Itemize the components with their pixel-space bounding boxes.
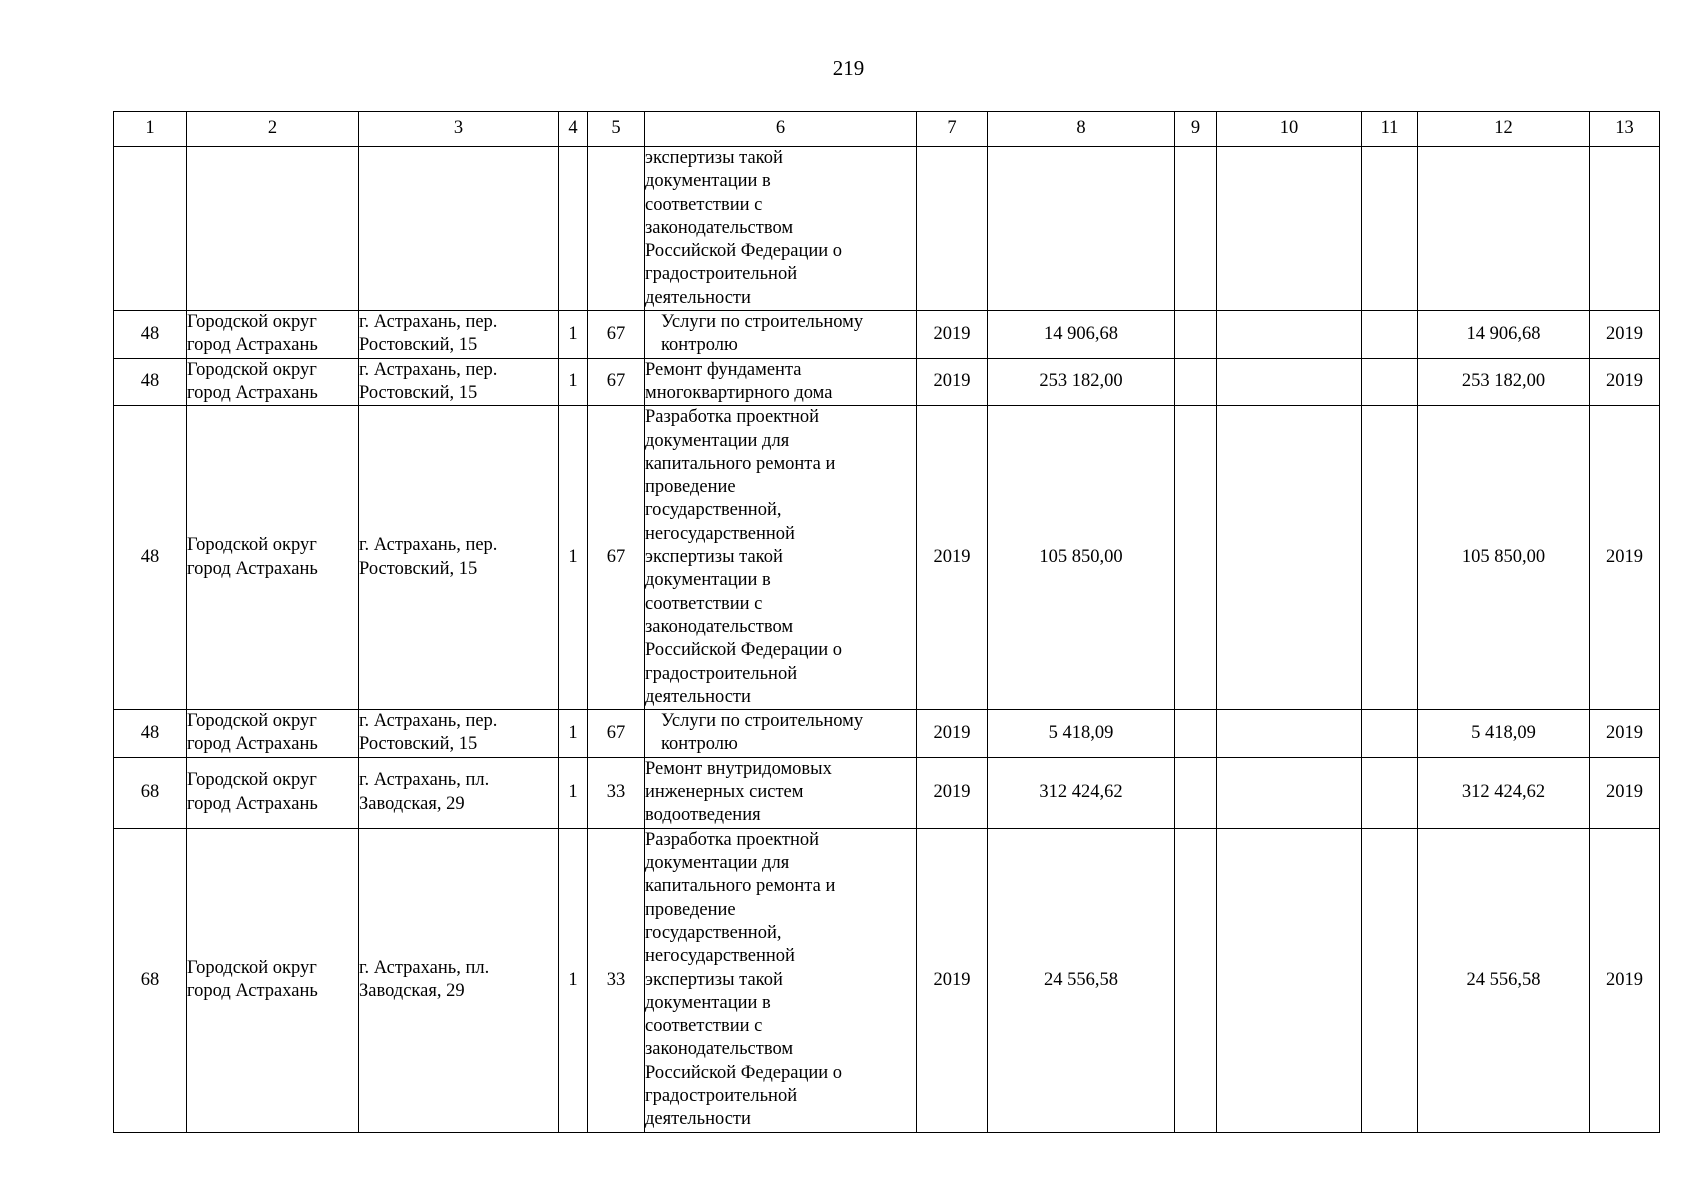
table-body (114, 147, 1660, 1133)
col5-cell (588, 147, 645, 311)
year-cell: 2019 (917, 311, 988, 359)
column-header: 6 (645, 112, 917, 147)
amount-cell (988, 147, 1175, 311)
col9-cell (1175, 311, 1217, 359)
amount-total-cell (1418, 147, 1590, 311)
work-type-cell: Разработка проектной документации для капитального ремонта и проведение государственной, негосударственной экспертизы такой документации в соответствии с законодательством Российской Федерации о градостроительной деятельности (645, 828, 917, 1132)
col10-cell (1217, 710, 1362, 758)
col4-cell (559, 147, 588, 311)
year-cell: 2019 (917, 406, 988, 710)
year-cell (917, 147, 988, 311)
col11-cell (1362, 147, 1418, 311)
column-header: 1 (114, 112, 187, 147)
work-type-cell: Услуги по строительному контролю (645, 311, 917, 359)
table-row (114, 828, 1660, 1132)
col10-cell (1217, 757, 1362, 828)
row-number-cell (114, 147, 187, 311)
col11-cell (1362, 757, 1418, 828)
address-cell (359, 147, 559, 311)
amount-cell: 24 556,58 (988, 828, 1175, 1132)
municipality-cell: Городской округ город Астрахань (187, 406, 359, 710)
header-row (114, 112, 1660, 147)
col5-cell: 67 (588, 311, 645, 359)
column-header: 12 (1418, 112, 1590, 147)
amount-cell: 312 424,62 (988, 757, 1175, 828)
col10-cell (1217, 828, 1362, 1132)
col4-cell: 1 (559, 406, 588, 710)
municipality-cell: Городской округ город Астрахань (187, 757, 359, 828)
table-row (114, 406, 1660, 710)
col4-cell: 1 (559, 757, 588, 828)
address-cell: г. Астрахань, пер. Ростовский, 15 (359, 358, 559, 406)
column-header: 5 (588, 112, 645, 147)
col11-cell (1362, 710, 1418, 758)
col5-cell: 67 (588, 710, 645, 758)
work-type-cell: экспертизы такой документации в соответствии с законодательством Российской Федерации о градостроительной деятельности (645, 147, 917, 311)
col5-cell: 67 (588, 406, 645, 710)
col11-cell (1362, 311, 1418, 359)
amount-cell: 253 182,00 (988, 358, 1175, 406)
column-header: 10 (1217, 112, 1362, 147)
completion-year-cell: 2019 (1590, 757, 1660, 828)
col5-cell: 67 (588, 358, 645, 406)
page-number: 219 (832, 56, 865, 80)
col9-cell (1175, 358, 1217, 406)
col5-cell: 33 (588, 757, 645, 828)
col10-cell (1217, 311, 1362, 359)
column-header: 4 (559, 112, 588, 147)
column-header: 2 (187, 112, 359, 147)
address-cell: г. Астрахань, пер. Ростовский, 15 (359, 311, 559, 359)
table-row (114, 311, 1660, 359)
table-row (114, 710, 1660, 758)
col9-cell (1175, 406, 1217, 710)
address-cell: г. Астрахань, пер. Ростовский, 15 (359, 710, 559, 758)
amount-total-cell: 253 182,00 (1418, 358, 1590, 406)
column-header: 3 (359, 112, 559, 147)
column-header: 7 (917, 112, 988, 147)
column-header: 8 (988, 112, 1175, 147)
register-table (113, 111, 1660, 1133)
col9-cell (1175, 710, 1217, 758)
col9-cell (1175, 147, 1217, 311)
amount-total-cell: 24 556,58 (1418, 828, 1590, 1132)
amount-total-cell: 312 424,62 (1418, 757, 1590, 828)
row-number-cell: 48 (114, 406, 187, 710)
address-cell: г. Астрахань, пл. Заводская, 29 (359, 828, 559, 1132)
col9-cell (1175, 828, 1217, 1132)
municipality-cell (187, 147, 359, 311)
col4-cell: 1 (559, 358, 588, 406)
row-number-cell: 68 (114, 828, 187, 1132)
table-row (114, 147, 1660, 311)
col4-cell: 1 (559, 710, 588, 758)
col4-cell: 1 (559, 311, 588, 359)
col10-cell (1217, 406, 1362, 710)
col10-cell (1217, 147, 1362, 311)
completion-year-cell: 2019 (1590, 710, 1660, 758)
amount-total-cell: 14 906,68 (1418, 311, 1590, 359)
row-number-cell: 48 (114, 710, 187, 758)
table-row (114, 757, 1660, 828)
municipality-cell: Городской округ город Астрахань (187, 710, 359, 758)
amount-cell: 105 850,00 (988, 406, 1175, 710)
row-number-cell: 48 (114, 358, 187, 406)
amount-cell: 5 418,09 (988, 710, 1175, 758)
col11-cell (1362, 828, 1418, 1132)
work-type-cell: Услуги по строительному контролю (645, 710, 917, 758)
completion-year-cell: 2019 (1590, 406, 1660, 710)
table-row (114, 358, 1660, 406)
column-header: 13 (1590, 112, 1660, 147)
amount-total-cell: 5 418,09 (1418, 710, 1590, 758)
work-type-cell: Ремонт фундамента многоквартирного дома (645, 358, 917, 406)
year-cell: 2019 (917, 757, 988, 828)
address-cell: г. Астрахань, пер. Ростовский, 15 (359, 406, 559, 710)
year-cell: 2019 (917, 358, 988, 406)
column-header: 9 (1175, 112, 1217, 147)
completion-year-cell: 2019 (1590, 358, 1660, 406)
work-type-cell: Разработка проектной документации для капитального ремонта и проведение государственной, негосударственной экспертизы такой документации в соответствии с законодательством Российской Федерации о градостроительной деятельности (645, 406, 917, 710)
amount-total-cell: 105 850,00 (1418, 406, 1590, 710)
municipality-cell: Городской округ город Астрахань (187, 828, 359, 1132)
column-header: 11 (1362, 112, 1418, 147)
completion-year-cell: 2019 (1590, 828, 1660, 1132)
row-number-cell: 68 (114, 757, 187, 828)
work-type-cell: Ремонт внутридомовых инженерных систем водоотведения (645, 757, 917, 828)
year-cell: 2019 (917, 828, 988, 1132)
year-cell: 2019 (917, 710, 988, 758)
amount-cell: 14 906,68 (988, 311, 1175, 359)
municipality-cell: Городской округ город Астрахань (187, 311, 359, 359)
completion-year-cell: 2019 (1590, 311, 1660, 359)
municipality-cell: Городской округ город Астрахань (187, 358, 359, 406)
col5-cell: 33 (588, 828, 645, 1132)
col11-cell (1362, 358, 1418, 406)
completion-year-cell (1590, 147, 1660, 311)
col9-cell (1175, 757, 1217, 828)
address-cell: г. Астрахань, пл. Заводская, 29 (359, 757, 559, 828)
col11-cell (1362, 406, 1418, 710)
row-number-cell: 48 (114, 311, 187, 359)
col4-cell: 1 (559, 828, 588, 1132)
col10-cell (1217, 358, 1362, 406)
